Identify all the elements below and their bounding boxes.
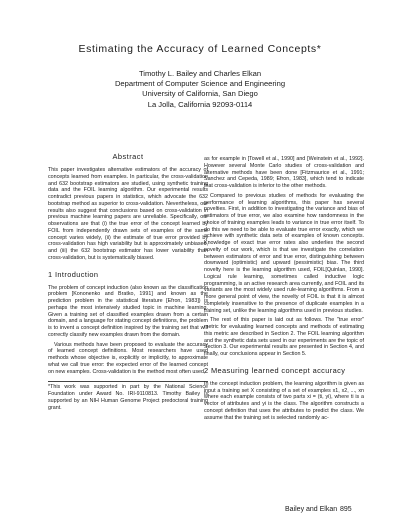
footnote-text: *This work was supported in part by the National Science Foundation under Award No. IRI-9110813. Timothy Bailey is supported by an NIH Human Genome Project predoctoral training grant.: [48, 384, 208, 411]
abstract-body: This paper investigates alternative estimators of the accuracy of concepts learned from examples. In particular, the cross-validation and 632 bootstrap estimators are studied, using synthetic training data and the FOIL learning algorithm. Our experimental results contradict previous papers in statistics, which advocate the 632 bootstrap method as superior to cross-validation. Nevertheless, our results also suggest that conclusions based on cross-validation in previous machine learning papers are unreliable. Specifically, our observations are that (i) the true error of the concept learned by FOIL from independently drawn sets of examples of the same concept varies widely, (ii) the estimate of true error provided by cross-validation has high variability but is approximately unbiased, and (iii) the 632 bootstrap estimator has lower variability than cross-validation, but is systematically biased.: [48, 167, 208, 261]
right-paragraph-3: The rest of this paper is laid out as follows. The "true error" metric for evaluating learned concepts and methods of estimating this metric are described in Section 2. The FOIL learning algorithm and the synthetic data sets used in our experiments are the topic of Section 3. Our experimental results are presented in Section 4, and finally, our conclusions appear in Section 5.: [204, 317, 364, 357]
abstract-heading: Abstract: [112, 152, 144, 161]
author-block: [0, 69, 400, 110]
right-column: [204, 156, 364, 421]
footer-authors: Bailey and Elkan: [285, 506, 338, 513]
right-paragraph-4: In the concept induction problem, the learning algorithm is given as input a training set X consisting of a set of examples x1, x2, ..., xn where each example consists of two parts xi = (ti, yi), where ti is a vector of attributes and yi is the class. The algorithm constructs a concept definition that uses the attributes to predict the class. We assume that the training set is selected randomly ac-: [204, 380, 364, 421]
affiliation-university: University of California, San Diego: [142, 89, 258, 99]
affiliation-address: La Jolla, California 92093-0114: [147, 99, 253, 109]
paper-title: Estimating the Accuracy of Learned Concepts*: [78, 43, 322, 55]
right-paragraph-2: Compared to previous studies of methods for evaluating the performance of learning algorithms, this paper has several novelties. First, in addition to investigating the variance and bias of estimators of true error, we also examine how randomness in the choice of training examples leads to variance in true error itself. To do this we need to be able to evaluate true error exactly, which we achieve with synthetic data sets of examples of known concepts. Knowledge of exact true error rates also underlies the second novelty of our work, which is that we investigate the correlation between estimators of error and true error, distinguishing between downward (optimistic) and upward (pessimistic) bias. The third novelty here is the learning algorithm used, FOIL[Quinlan, 1990]. Logical rule learning, sometimes called inductive logic programming, is an active research area currently, and FOIL and its variants are the most widely used rule-learning algorithms. From a more general point of view, the novelty of FOIL is that it is almost completely insensitive to the presence of duplicate examples in a training set, unlike the learning algorithms used in previous studies.: [204, 192, 364, 314]
left-column: [48, 152, 208, 411]
author-names: Timothy L. Bailey and Charles Elkan: [138, 69, 262, 78]
page-number: 895: [340, 506, 352, 513]
affiliation-department: Department of Computer Science and Engineering: [114, 79, 286, 89]
section-2-heading: 2 Measuring learned concept accuracy: [204, 365, 346, 375]
intro-paragraph-2: Various methods have been proposed to evaluate the accuracy of learned concept definitions. Most researchers have used methods whose objective is, explicitly or implicitly, to approximate what we call true error: the expected error of the learned concept on new examples. Cross-validation is the method most often used,: [48, 341, 208, 375]
intro-paragraph-1: The problem of concept induction (also known as the classification problem [Kononenko and Bratko, 1991] and known as the prediction problem in the statistical literature [Efron, 1983]) is perhaps the most intensively studied topic in machine learning. Given a training set of classified examples drawn from a certain domain, and a language for stating concept definitions, the problem is to invent a concept definition inspired by the training set that will correctly classify new examples drawn from the domain.: [48, 284, 208, 338]
footnote-divider: [48, 381, 208, 382]
right-paragraph-1: as for example in [Towell et al., 1990] and [Weinstein et al., 1992]. However several Monte Carlo studies of cross-validation and alternative methods have been done [Fitzmaurice et al., 1991; Sanchez and Cepeda, 1989; Efron, 1983], which tend to indicate that cross-validation is inferior to the other methods.: [204, 156, 364, 189]
intro-heading: 1 Introduction: [48, 269, 99, 279]
